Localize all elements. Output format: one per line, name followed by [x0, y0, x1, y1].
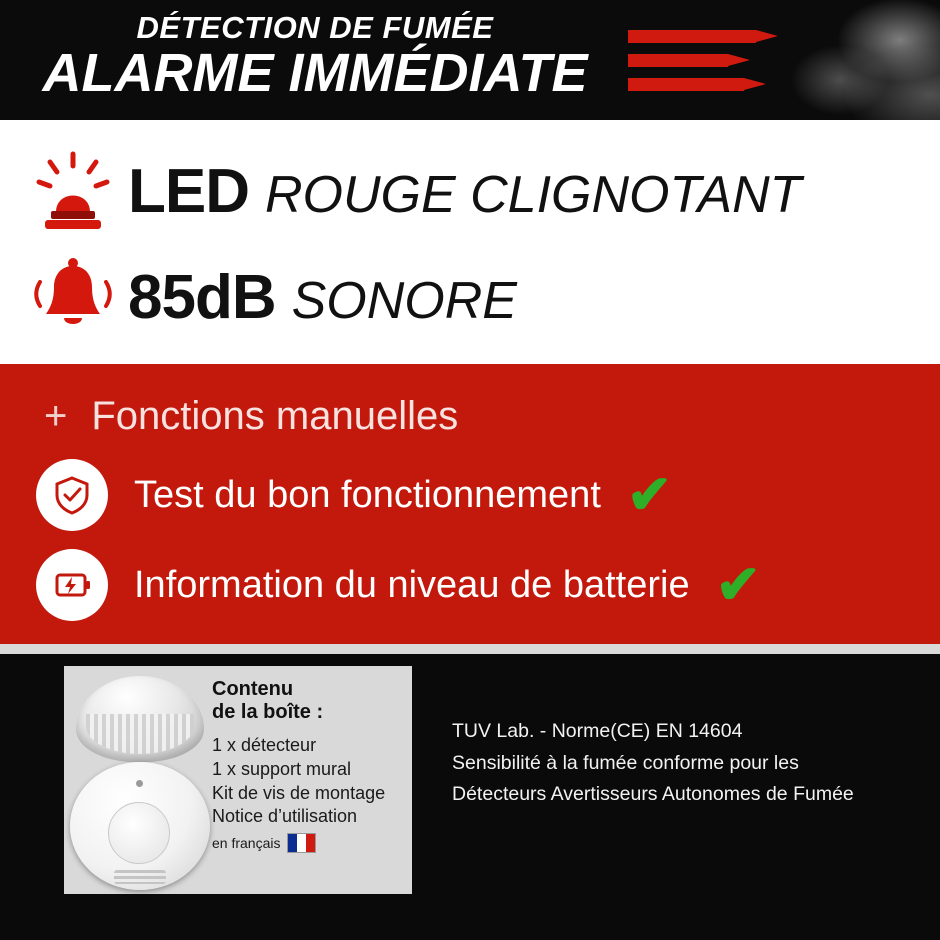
- language-note-row: [212, 833, 408, 853]
- header-subtitle: DÉTECTION DE FUMÉE: [136, 10, 494, 45]
- manual-label-test: Test du bon fonctionnement: [134, 473, 601, 516]
- plus-icon: +: [44, 393, 68, 438]
- manual-item-test: [0, 450, 940, 540]
- battery-bolt-icon: [36, 549, 108, 621]
- manual-functions-section: [0, 364, 940, 644]
- siren-light-icon: [18, 148, 128, 234]
- feature-text-db: [128, 262, 517, 333]
- manual-title-row: [0, 382, 940, 450]
- feature-strong-db: 85dB: [128, 262, 276, 332]
- header-title: ALARME IMMÉDIATE: [42, 43, 588, 103]
- feature-row-led: [0, 138, 940, 244]
- box-items-list: [212, 734, 408, 829]
- feature-text-led: [128, 156, 801, 227]
- shield-check-icon: [36, 459, 108, 531]
- check-icon-test: ✔: [626, 465, 673, 525]
- features-section: [0, 120, 940, 364]
- french-flag-icon: [287, 833, 316, 853]
- box-item: 1 x support mural: [212, 758, 352, 779]
- box-item: 1 x détecteur: [212, 735, 317, 755]
- header-text-group: [0, 0, 630, 104]
- header-banner: [0, 0, 940, 120]
- cert-line-3: Détecteurs Avertisseurs Autonomes de Fumée: [452, 783, 854, 806]
- cert-line-1: TUV Lab. - Norme(CE) EN 14604: [452, 720, 743, 742]
- ringing-bell-icon: [18, 254, 128, 340]
- box-contents-text: [212, 678, 408, 853]
- manual-item-battery: [0, 540, 940, 630]
- check-icon-battery: ✔: [715, 555, 761, 615]
- speed-lines-icon: [628, 24, 788, 104]
- feature-italic-db: SONORE: [291, 271, 517, 330]
- manual-label-battery: Information du niveau de batterie: [134, 563, 690, 606]
- bottom-section: [0, 654, 940, 904]
- section-divider: [0, 644, 940, 654]
- certification-text: [452, 716, 922, 811]
- box-item: Kit de vis de montage: [212, 782, 386, 803]
- manual-title: Fonctions manuelles: [91, 393, 459, 438]
- box-item: Notice d’utilisation: [212, 806, 358, 827]
- language-note: en français: [212, 835, 281, 851]
- box-title-line2: de la boîte :: [212, 701, 324, 723]
- feature-italic-led: ROUGE CLIGNOTANT: [265, 165, 802, 224]
- box-contents-panel: [64, 666, 412, 894]
- box-title-line1: Contenu: [212, 678, 294, 700]
- feature-row-db: [0, 244, 940, 350]
- feature-strong-led: LED: [128, 156, 249, 226]
- smoke-detector-image: [70, 676, 210, 891]
- cert-line-2: Sensibilité à la fumée conforme pour les: [452, 751, 799, 774]
